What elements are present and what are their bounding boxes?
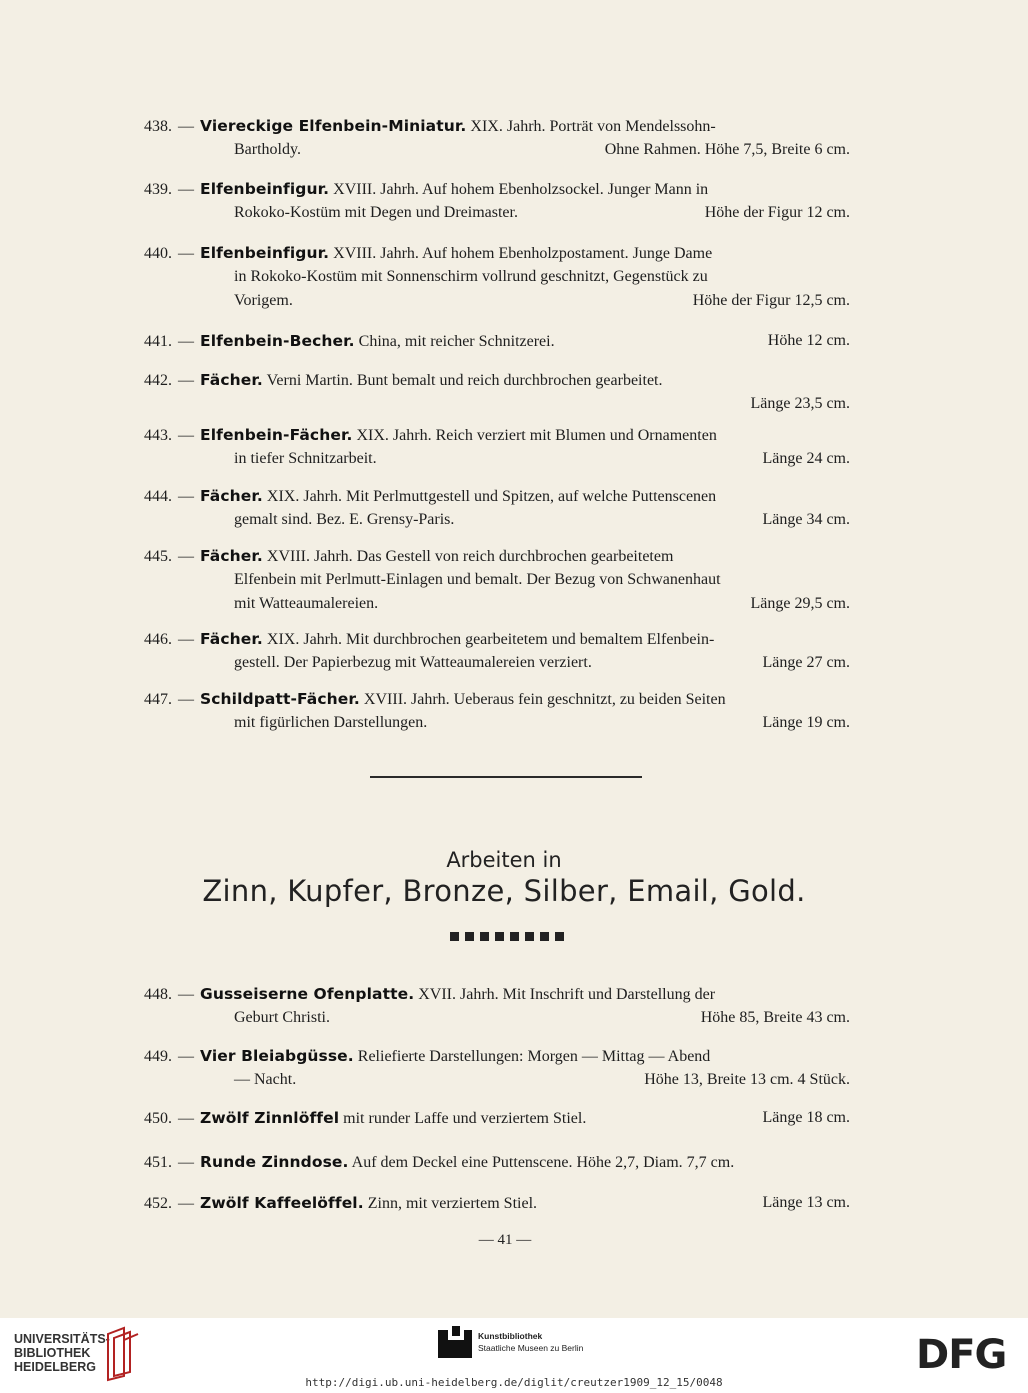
entry-dimensions: Länge 23,5 cm. [750,395,850,412]
entry-number: 451. [144,1154,172,1171]
entry-title: Gusseiserne Ofenplatte. [200,985,415,1003]
entry-continuation-text: Bartholdy. [234,141,301,158]
entry-dash: — [178,1154,194,1171]
entry-continuation-text: — Nacht. [234,1071,297,1088]
catalog-entry [0,1106,1028,1130]
entry-dimensions: Höhe 13, Breite 13 cm. 4 Stück. [644,1071,850,1088]
entry-number: 448. [144,986,172,1003]
kb-name: Kunstbibliothek [478,1331,543,1341]
entry-continuation-text: gestell. Der Papierbezug mit Watteaumalereien verziert. [234,654,592,671]
entry-continuation-line [0,265,1028,289]
entry-continuation-line [0,508,1028,532]
entry-number: 439. [144,181,172,198]
entry-dash: — [178,488,194,505]
entry-heading [144,1044,710,1069]
entry-dash: — [178,118,194,135]
entry-dash: — [178,548,194,565]
ub-logo-icon [102,1326,142,1382]
kunstbibliothek-label [478,1330,583,1354]
entry-title: Elfenbein-Becher. [200,332,355,350]
catalog-entry [0,177,1028,225]
entry-number: 442. [144,372,172,389]
entry-number: 450. [144,1110,172,1127]
entry-description: XVIII. Jahrh. Ueberaus fein geschnitzt, zu beiden Seiten [363,691,726,708]
ornament-squares [450,932,564,941]
entry-heading [144,1191,537,1216]
ub-line-3: HEIDELBERG [14,1360,96,1374]
entry-description: Reliefierte Darstellungen: Morgen — Mittag — Abend [357,1048,711,1065]
entry-description: Auf dem Deckel eine Puttenscene. Höhe 2,7, Diam. 7,7 cm. [351,1154,735,1171]
entry-first-line [0,687,1028,711]
entry-continuation-text: Elfenbein mit Perlmutt-Einlagen und bemalt. Der Bezug von Schwanenhaut [234,571,721,588]
entry-continuation-text: Geburt Christi. [234,1009,330,1026]
ub-heidelberg-wordmark[interactable] [14,1332,110,1374]
entry-dash: — [178,1048,194,1065]
entry-heading [144,1150,734,1175]
entry-description: mit runder Laffe und verziertem Stiel. [343,1110,587,1127]
entry-continuation-text: gemalt sind. Bez. E. Grensy-Paris. [234,511,455,528]
entry-dimensions: Länge 13 cm. [762,1194,850,1211]
entry-continuation-text: mit figürlichen Darstellungen. [234,714,428,731]
entry-description: XIX. Jahrh. Mit Perlmuttgestell und Spitzen, auf welche Puttenscenen [266,488,717,505]
entry-heading [144,423,717,448]
entry-number: 449. [144,1048,172,1065]
entry-heading [144,368,663,393]
entry-first-line [0,1044,1028,1068]
catalog-entry [0,241,1028,313]
entry-title: Vier Bleiabgüsse. [200,1047,354,1065]
entry-dimensions: Höhe der Figur 12,5 cm. [692,292,850,309]
entry-number: 440. [144,245,172,262]
ub-line-2: BIBLIOTHEK [14,1346,91,1360]
entry-title: Viereckige Elfenbein-Miniatur. [200,117,467,135]
entry-title: Fächer. [200,371,263,389]
entry-heading [144,484,716,509]
entry-title: Runde Zinndose. [200,1153,349,1171]
ornament-square [495,932,504,941]
entry-dimensions: Länge 19 cm. [762,714,850,731]
entry-heading [144,687,726,712]
entry-description: XVII. Jahrh. Mit Inschrift und Darstellung der [418,986,716,1003]
entry-heading [144,627,714,652]
entry-first-line [0,1191,1028,1215]
catalog-entry [0,627,1028,675]
entry-continuation-line [0,1068,1028,1092]
entry-dimensions: Länge 18 cm. [762,1109,850,1126]
ornament-square [540,932,549,941]
catalog-entry [0,687,1028,735]
section-heading-line2: Zinn, Kupfer, Bronze, Silber, Email, Gold. [202,874,806,908]
entry-continuation-text: mit Watteaumalereien. [234,595,379,612]
entry-continuation-line [0,392,1028,416]
catalog-entry [0,1191,1028,1215]
entry-continuation-line [0,568,1028,592]
entry-number: 452. [144,1195,172,1212]
entry-continuation-text: in Rokoko-Kostüm mit Sonnenschirm vollrund geschnitzt, Gegenstück zu [234,268,708,285]
entry-heading [144,114,716,139]
entry-first-line [0,484,1028,508]
ornament-square [555,932,564,941]
entry-dimensions: Länge 24 cm. [762,450,850,467]
entry-title: Elfenbein-Fächer. [200,426,353,444]
entry-description: XVIII. Jahrh. Auf hohem Ebenholzpostament. Junge Dame [333,245,713,262]
ornament-square [525,932,534,941]
entry-heading [144,1106,586,1131]
entry-dimensions: Länge 27 cm. [762,654,850,671]
entry-continuation-line [0,201,1028,225]
catalog-entry [0,982,1028,1030]
entry-first-line [0,114,1028,138]
entry-first-line [0,423,1028,447]
entry-continuation-text: Vorigem. [234,292,293,309]
entry-heading [144,177,708,202]
entry-dimensions: Länge 34 cm. [762,511,850,528]
entry-dash: — [178,986,194,1003]
entry-continuation-line [0,651,1028,675]
entry-dash: — [178,181,194,198]
entry-number: 444. [144,488,172,505]
entry-first-line [0,1106,1028,1130]
entry-first-line [0,1150,1028,1174]
entry-number: 447. [144,691,172,708]
digitization-footer [0,1318,1028,1393]
page-number: — 41 — [478,1232,532,1248]
entry-continuation-line [0,289,1028,313]
entry-description: Verni Martin. Bunt bemalt und reich durchbrochen gearbeitet. [266,372,663,389]
ub-line-1: UNIVERSITÄTS- [14,1332,110,1346]
entry-description: XIX. Jahrh. Mit durchbrochen gearbeitetem und bemaltem Elfenbein- [266,631,715,648]
catalog-entry [0,1044,1028,1092]
entry-continuation-text: in tiefer Schnitzarbeit. [234,450,377,467]
entry-title: Elfenbeinfigur. [200,244,330,262]
entry-description: China, mit reicher Schnitzerei. [358,333,555,350]
entry-title: Zwölf Kaffeelöffel. [200,1194,364,1212]
entry-dash: — [178,691,194,708]
entry-dimensions: Länge 29,5 cm. [750,595,850,612]
section-divider-rule [370,776,642,778]
kb-subtitle: Staatliche Museen zu Berlin [478,1343,584,1353]
dfg-logo: DFG [916,1332,1007,1378]
entry-continuation-line [0,138,1028,162]
entry-dash: — [178,333,194,350]
entry-continuation-text: Rokoko-Kostüm mit Degen und Dreimaster. [234,204,518,221]
entry-number: 438. [144,118,172,135]
entry-continuation-line [0,711,1028,735]
catalog-entry [0,368,1028,416]
kunstbibliothek-logo-icon [438,1326,472,1358]
entry-dimensions: Höhe 12 cm. [767,332,850,349]
entry-heading [144,982,715,1007]
entry-description: XVIII. Jahrh. Auf hohem Ebenholzsockel. Junger Mann in [333,181,709,198]
permalink-url[interactable]: http://digi.ub.uni-heidelberg.de/diglit/creutzer1909_12_15/0048 [305,1376,723,1389]
entry-first-line [0,982,1028,1006]
entry-description: XIX. Jahrh. Reich verziert mit Blumen und Ornamenten [356,427,717,444]
entry-dimensions: Ohne Rahmen. Höhe 7,5, Breite 6 cm. [604,141,850,158]
entry-dimensions: Höhe der Figur 12 cm. [704,204,850,221]
entry-title: Fächer. [200,630,263,648]
catalog-entry [0,114,1028,162]
entry-first-line [0,241,1028,265]
catalog-entry [0,1150,1028,1174]
entry-continuation-line [0,447,1028,471]
entry-first-line [0,627,1028,651]
catalog-entry [0,544,1028,616]
entry-continuation-line [0,1006,1028,1030]
entry-title: Fächer. [200,547,263,565]
entry-title: Fächer. [200,487,263,505]
entry-first-line [0,177,1028,201]
entry-continuation-line [0,592,1028,616]
entry-heading [144,544,673,569]
ornament-square [465,932,474,941]
catalog-entry [0,423,1028,471]
entry-dash: — [178,372,194,389]
entry-number: 441. [144,333,172,350]
catalog-entry [0,329,1028,353]
entry-number: 445. [144,548,172,565]
entry-first-line [0,368,1028,392]
entry-dash: — [178,631,194,648]
entry-title: Zwölf Zinnlöffel [200,1109,340,1127]
entry-description: Zinn, mit verziertem Stiel. [367,1195,538,1212]
entry-first-line [0,544,1028,568]
ornament-square [480,932,489,941]
entry-dash: — [178,245,194,262]
ornament-square [510,932,519,941]
entry-title: Schildpatt-Fächer. [200,690,360,708]
catalog-entry [0,484,1028,532]
entry-number: 443. [144,427,172,444]
entry-first-line [0,329,1028,353]
entry-dash: — [178,1110,194,1127]
entry-dash: — [178,427,194,444]
entry-heading [144,329,555,354]
entry-number: 446. [144,631,172,648]
ornament-square [450,932,459,941]
entry-dimensions: Höhe 85, Breite 43 cm. [700,1009,850,1026]
entry-dash: — [178,1195,194,1212]
entry-title: Elfenbeinfigur. [200,180,330,198]
entry-description: XIX. Jahrh. Porträt von Mendelssohn- [470,118,716,135]
entry-description: XVIII. Jahrh. Das Gestell von reich durchbrochen gearbeitetem [266,548,674,565]
section-heading-line1: Arbeiten in [446,848,562,872]
entry-heading [144,241,712,266]
